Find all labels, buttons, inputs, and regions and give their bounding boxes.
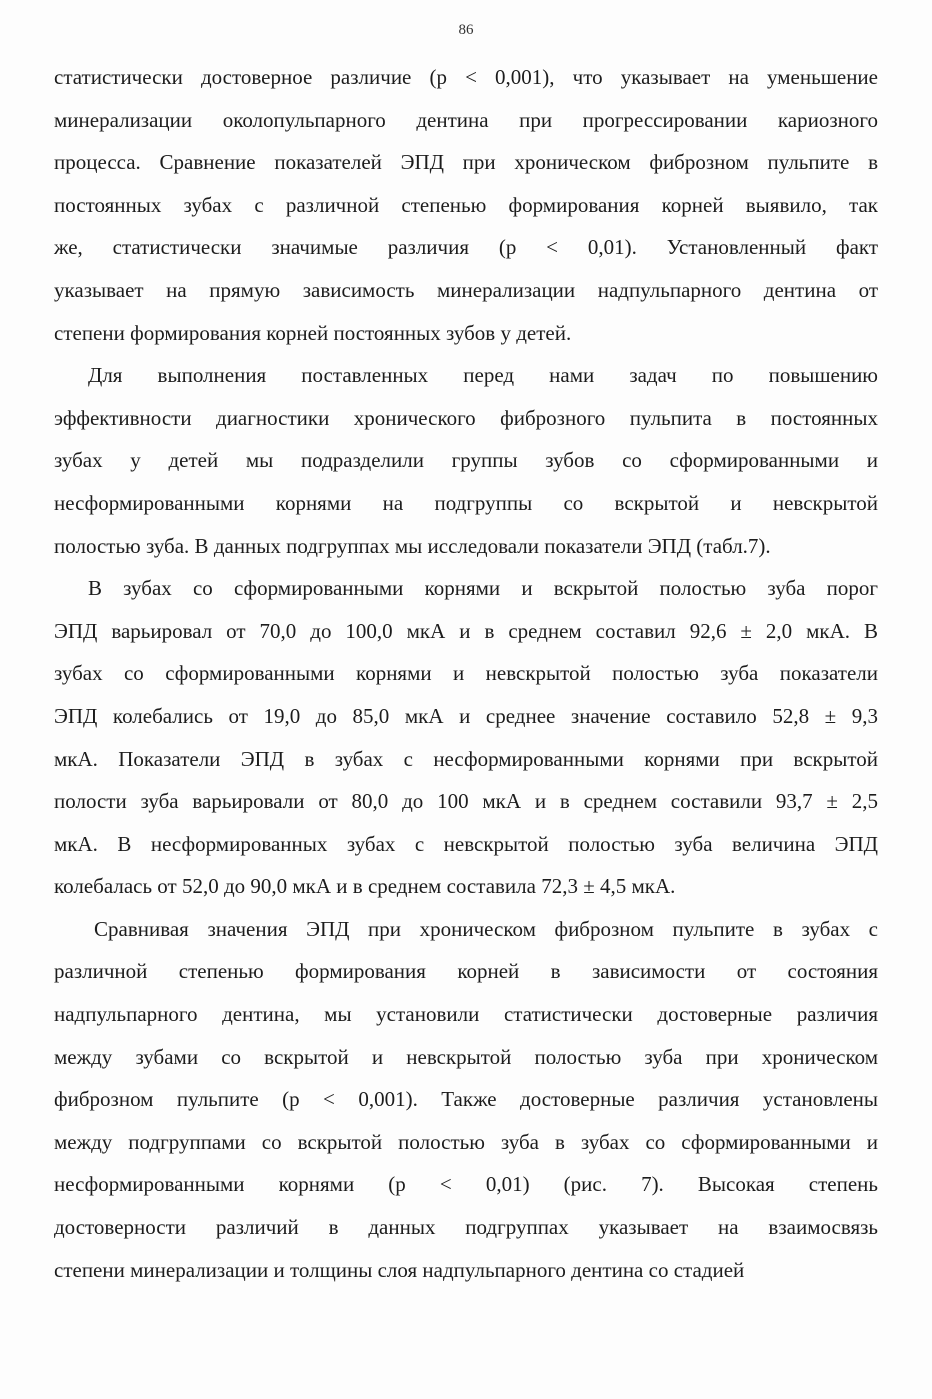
text-line: степени минерализации и толщины слоя надпульпарного дентина со стадией [54,1257,745,1282]
text-line: мкА. В несформированных зубах с невскрытой полостью зуба величина ЭПД [54,831,878,856]
text-line: несформированными корнями на подгруппы со вскрытой и невскрытой [54,490,878,515]
page-number: 86 [458,22,474,38]
text-line: же, статистически значимые различия (p < 0,01). Установленный факт [54,235,878,260]
paragraph [54,908,878,1291]
text-line: полости зуба варьировали от 80,0 до 100 мкА и в среднем составили 93,7 ± 2,5 [54,789,878,814]
text-line: В зубах со сформированными корнями и вскрытой полостью зуба порог [88,576,878,601]
text-line: между подгруппами со вскрытой полостью зуба в зубах со сформированными и [54,1129,878,1154]
text-line: ЭПД варьировал от 70,0 до 100,0 мкА и в среднем составил 92,6 ± 2,0 мкА. В [54,618,878,643]
text-line: процесса. Сравнение показателей ЭПД при хроническом фиброзном пульпите в [54,150,878,175]
body-text [54,56,878,1291]
text-line: надпульпарного дентина, мы установили статистически достоверные различия [54,1002,878,1027]
text-line: указывает на прямую зависимость минерализации надпульпарного дентина от [54,277,878,302]
text-line: несформированными корнями (p < 0,01) (рис. 7). Высокая степень [54,1172,878,1197]
text-line: зубах со сформированными корнями и невскрытой полостью зуба показатели [54,661,878,686]
text-line: фиброзном пульпите (p < 0,001). Также достоверные различия установлены [54,1087,878,1112]
text-line: колебалась от 52,0 до 90,0 мкА и в среднем составила 72,3 ± 4,5 мкА. [54,874,676,899]
text-line: эффективности диагностики хронического фиброзного пульпита в постоянных [54,405,878,430]
paragraph [54,56,878,354]
paragraph [54,354,878,567]
text-line: ЭПД колебались от 19,0 до 85,0 мкА и среднее значение составило 52,8 ± 9,3 [54,703,878,728]
text-line: степени формирования корней постоянных зубов у детей. [54,320,572,345]
text-line: полостью зуба. В данных подгруппах мы исследовали показатели ЭПД (табл.7). [54,533,771,558]
text-line: зубах у детей мы подразделили группы зубов со сформированными и [54,448,878,473]
text-line: различной степенью формирования корней в зависимости от состояния [54,959,878,984]
text-line: постоянных зубах с различной степенью формирования корней выявило, так [54,192,878,217]
text-line: минерализации околопульпарного дентина при прогрессировании кариозного [54,107,878,132]
paragraph [54,567,878,908]
text-line: между зубами со вскрытой и невскрытой полостью зуба при хроническом [54,1044,878,1069]
text-line: Для выполнения поставленных перед нами задач по повышению [88,363,878,388]
text-line: статистически достоверное различие (p < 0,001), что указывает на уменьшение [54,65,878,89]
text-line: достоверности различий в данных подгруппах указывает на взаимосвязь [54,1215,878,1240]
text-line: Сравнивая значения ЭПД при хроническом фиброзном пульпите в зубах с [94,916,878,941]
text-line: мкА. Показатели ЭПД в зубах с несформированными корнями при вскрытой [54,746,878,771]
